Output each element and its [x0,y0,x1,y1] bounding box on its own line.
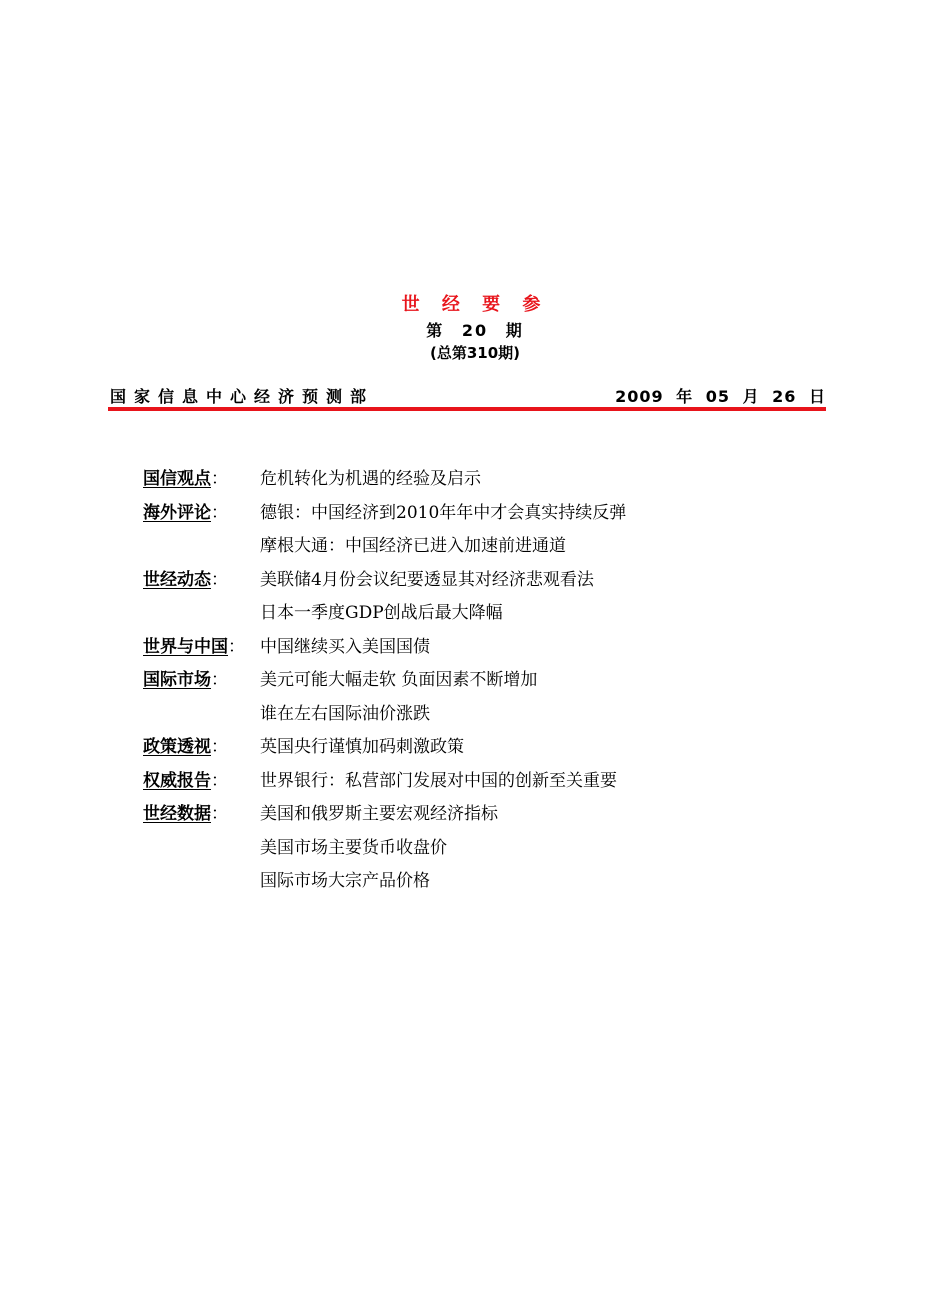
toc-category-label: 世界与中国 [143,636,228,657]
toc-row [143,829,823,863]
toc-category-label: 世经动态 [143,569,211,590]
table-of-contents [143,460,823,896]
toc-article-title[interactable]: 美国和俄罗斯主要宏观经济指标 [260,804,498,825]
toc-article-title[interactable]: 中国继续买入美国国债 [260,636,430,657]
toc-row [143,527,823,561]
toc-row [143,695,823,729]
toc-row [143,862,823,896]
toc-article-title[interactable]: 美国市场主要货币收盘价 [260,837,447,858]
organization-name: 国家信息中心经济预测部 [110,387,375,406]
toc-article-title[interactable]: 德银：中国经济到2010年年中才会真实持续反弹 [260,502,627,523]
total-issue-number: (总第310期) [429,344,521,362]
toc-category-separator: ： [211,737,228,758]
toc-article-title[interactable]: 危机转化为机遇的经验及启示 [260,469,481,490]
toc-category-separator: ： [211,770,228,791]
toc-category-label: 世经数据 [143,804,211,825]
toc-row [143,628,823,662]
toc-category-separator: ： [211,469,228,490]
header-divider [108,407,826,411]
toc-category-separator: ： [211,569,228,590]
publication-title: 世 经 要 参 [401,294,549,315]
toc-article-title[interactable]: 美元可能大幅走软 负面因素不断增加 [260,670,538,691]
toc-article-title[interactable]: 摩根大通：中国经济已进入加速前进通道 [260,536,566,557]
toc-category-label: 国信观点 [143,469,211,490]
toc-category [143,732,260,757]
toc-category [143,498,260,523]
toc-row [143,762,823,796]
toc-category-label: 权威报告 [143,770,211,791]
toc-row [143,594,823,628]
toc-category [143,799,260,824]
toc-row [143,561,823,595]
toc-category [143,565,260,590]
toc-row [143,460,823,494]
toc-article-title[interactable]: 谁在左右国际油价涨跌 [260,703,430,724]
toc-article-title[interactable]: 国际市场大宗产品价格 [260,871,430,892]
toc-article-title[interactable]: 日本一季度GDP创战后最大降幅 [260,603,503,624]
toc-row [143,728,823,762]
toc-category-label: 海外评论 [143,502,211,523]
toc-row [143,494,823,528]
toc-category-label: 国际市场 [143,670,211,691]
toc-article-title[interactable]: 美联储4月份会议纪要透显其对经济悲观看法 [260,569,594,590]
toc-category-label: 政策透视 [143,737,211,758]
toc-row [143,795,823,829]
toc-category-separator: ： [211,670,228,691]
toc-category [143,464,260,489]
toc-category-separator: ： [228,636,245,657]
issue-date: 2009 年 05 月 26 日 [615,387,826,406]
toc-category-separator: ： [211,502,228,523]
toc-article-title[interactable]: 英国央行谨慎加码刺激政策 [260,737,464,758]
toc-article-title[interactable]: 世界银行：私营部门发展对中国的创新至关重要 [260,770,617,791]
toc-category [143,766,260,791]
issue-number: 第 20 期 [426,321,524,340]
toc-category [143,665,260,690]
toc-category-separator: ： [211,804,228,825]
toc-row [143,661,823,695]
toc-category [143,632,260,657]
